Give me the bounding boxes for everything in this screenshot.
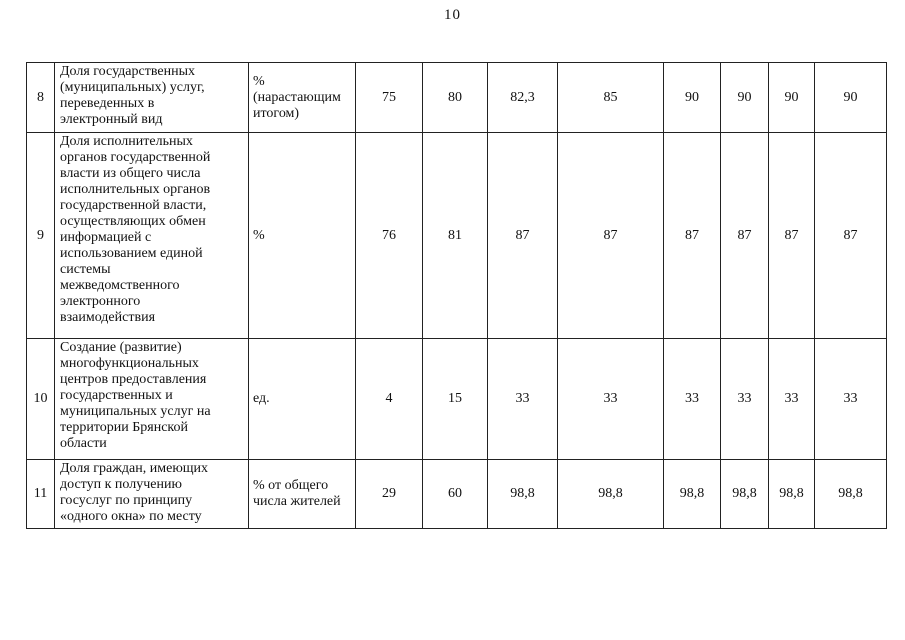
value-cell: 33	[664, 339, 721, 460]
unit-cell: % (нарастающим итогом)	[249, 63, 356, 133]
value-cell: 82,3	[488, 63, 558, 133]
value-cell: 33	[769, 339, 815, 460]
value-cell: 80	[423, 63, 488, 133]
value-cell: 90	[721, 63, 769, 133]
unit-cell: ед.	[249, 339, 356, 460]
value-cell: 60	[423, 460, 488, 529]
value-cell: 98,8	[664, 460, 721, 529]
value-cell: 33	[721, 339, 769, 460]
row-number: 10	[27, 339, 55, 460]
indicator-name: Доля исполнительных органов государственной власти из общего числа исполнительных органов государственной власти, осуществляющих обмен информацией с использованием единой системы межведомственного электронного взаимодействия	[55, 133, 249, 339]
value-cell: 90	[815, 63, 887, 133]
value-cell: 33	[815, 339, 887, 460]
row-number: 8	[27, 63, 55, 133]
unit-cell: %	[249, 133, 356, 339]
value-cell: 98,8	[815, 460, 887, 529]
value-cell: 33	[558, 339, 664, 460]
value-cell: 98,8	[488, 460, 558, 529]
table-row	[27, 133, 887, 339]
row-number: 11	[27, 460, 55, 529]
value-cell: 87	[769, 133, 815, 339]
value-cell: 98,8	[769, 460, 815, 529]
value-cell: 76	[356, 133, 423, 339]
page-number: 10	[444, 7, 461, 23]
table-row	[27, 339, 887, 460]
table-row	[27, 460, 887, 529]
indicators-table	[26, 62, 887, 529]
value-cell: 33	[488, 339, 558, 460]
value-cell: 4	[356, 339, 423, 460]
value-cell: 87	[721, 133, 769, 339]
indicator-name: Создание (развитие) многофункциональных центров предоставления государственных и муниципальных услуг на территории Брянской области	[55, 339, 249, 460]
value-cell: 87	[664, 133, 721, 339]
value-cell: 98,8	[721, 460, 769, 529]
row-number: 9	[27, 133, 55, 339]
indicator-name: Доля государственных (муниципальных) услуг, переведенных в электронный вид	[55, 63, 249, 133]
value-cell: 75	[356, 63, 423, 133]
value-cell: 87	[558, 133, 664, 339]
value-cell: 87	[815, 133, 887, 339]
value-cell: 81	[423, 133, 488, 339]
value-cell: 90	[664, 63, 721, 133]
indicator-name: Доля граждан, имеющих доступ к получению госуслуг по принципу «одного окна» по месту	[55, 460, 249, 529]
value-cell: 87	[488, 133, 558, 339]
value-cell: 15	[423, 339, 488, 460]
value-cell: 29	[356, 460, 423, 529]
value-cell: 85	[558, 63, 664, 133]
value-cell: 90	[769, 63, 815, 133]
value-cell: 98,8	[558, 460, 664, 529]
unit-cell: % от общего числа жителей	[249, 460, 356, 529]
table-row	[27, 63, 887, 133]
